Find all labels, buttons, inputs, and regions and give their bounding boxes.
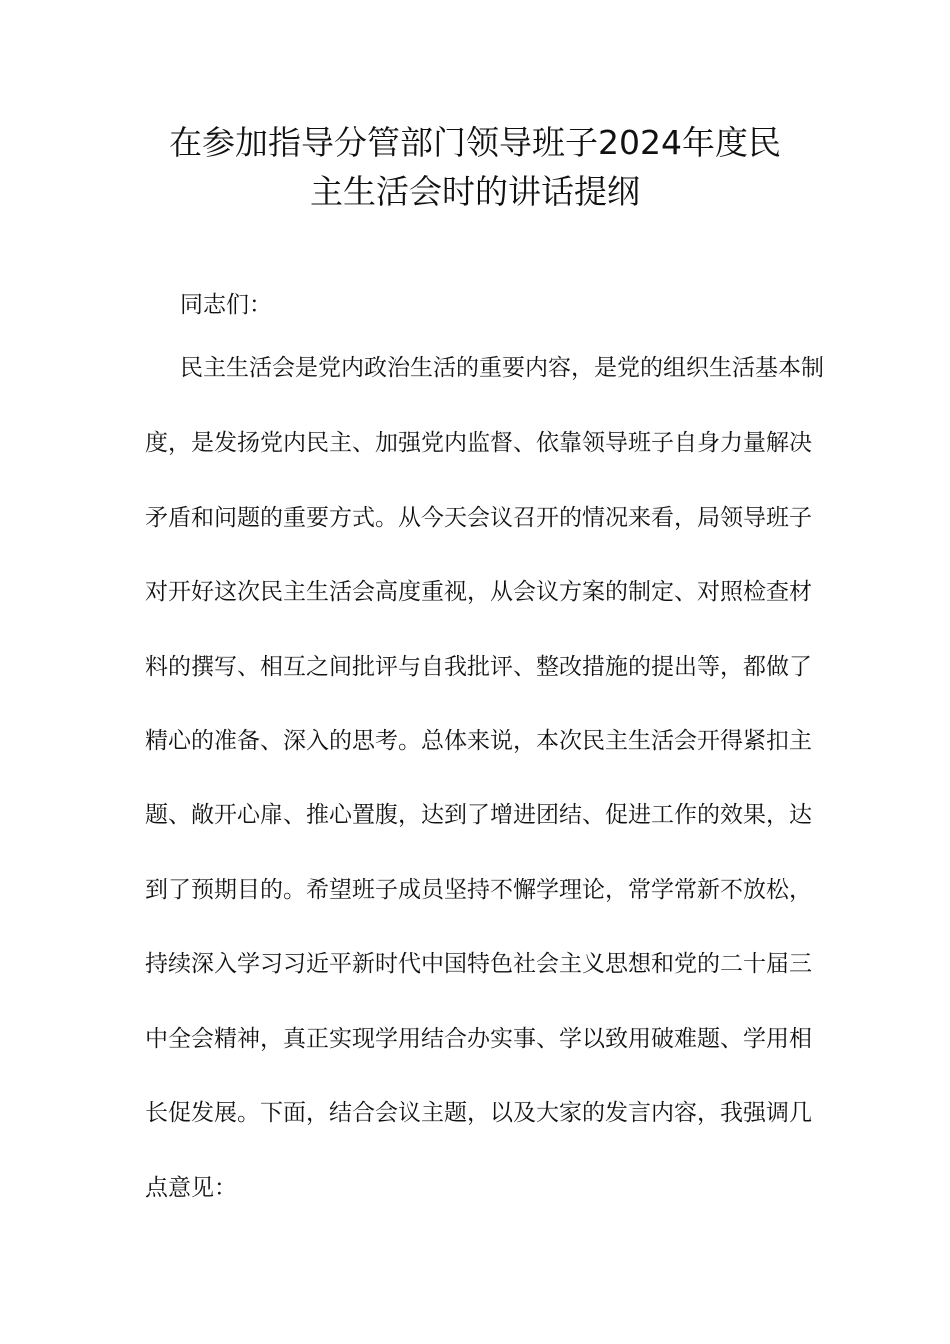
paragraph-line: 点意见： — [145, 1175, 237, 1201]
paragraph-line: 民主生活会是党内政治生活的重要内容，是党的组织生活基本制 — [180, 355, 824, 381]
paragraph-line: 题、敞开心扉、推心置腹，达到了增进团结、促进工作的效果，达 — [145, 802, 812, 828]
paragraph-line: 精心的准备、深入的思考。总体来说，本次民主生活会开得紧扣主 — [145, 728, 812, 754]
paragraph-line: 到了预期目的。希望班子成员坚持不懈学理论，常学常新不放松， — [145, 877, 812, 903]
paragraph-line: 度，是发扬党内民主、加强党内监督、依靠领导班子自身力量解决 — [145, 430, 812, 456]
paragraph-line: 持续深入学习习近平新时代中国特色社会主义思想和党的二十届三 — [145, 951, 812, 977]
paragraph-line: 对开好这次民主生活会高度重视，从会议方案的制定、对照检查材 — [145, 579, 812, 605]
paragraph-line: 料的撰写、相互之间批评与自我批评、整改措施的提出等，都做了 — [145, 654, 812, 680]
paragraph-line: 中全会精神，真正实现学用结合办实事、学以致用破难题、学用相 — [145, 1026, 812, 1052]
document-title-line-1: 在参加指导分管部门领导班子2024年度民 — [169, 123, 781, 162]
paragraph-line: 长促发展。下面，结合会议主题，以及大家的发言内容，我强调几 — [145, 1100, 812, 1126]
document-title-line-2: 主生活会时的讲话提纲 — [310, 172, 640, 211]
salutation: 同志们： — [180, 292, 272, 318]
paragraph-line: 矛盾和问题的重要方式。从今天会议召开的情况来看，局领导班子 — [145, 505, 812, 531]
